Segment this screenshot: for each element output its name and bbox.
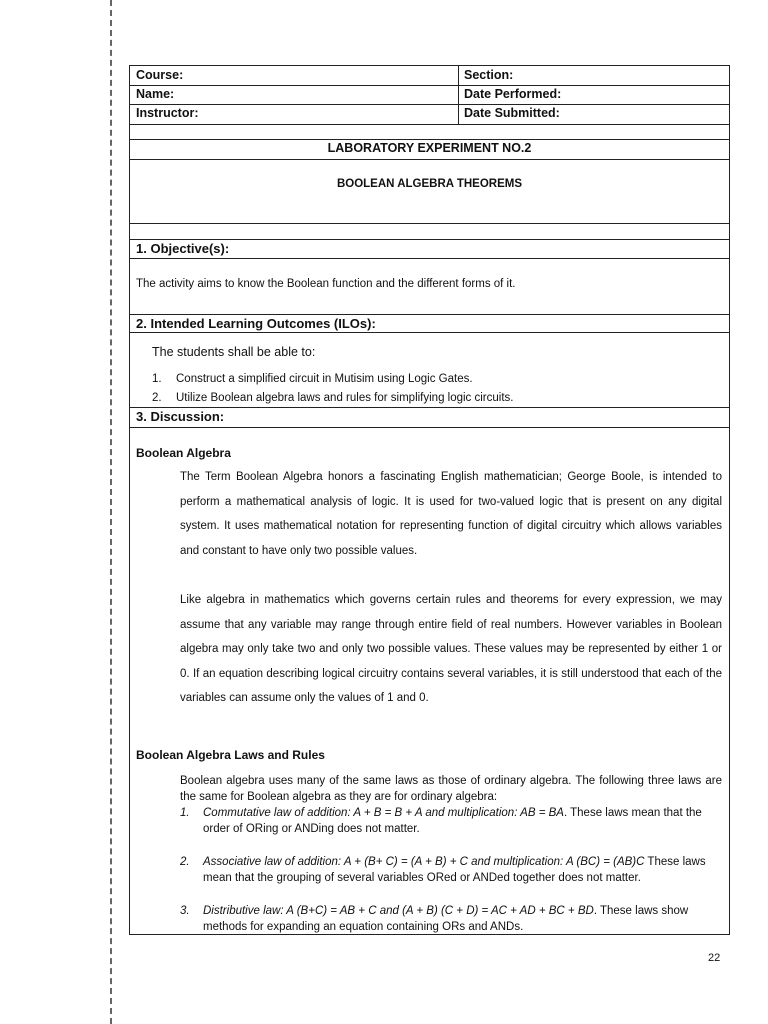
law-number: 2. [180,856,190,868]
ilo-item [152,371,712,387]
law-item [180,854,725,886]
law-statement: Distributive law: A (B+C) = AB + C and (A + B) (C + D) = AC + AD + BC + BD [203,905,594,917]
grid-divider [458,66,459,124]
laws-intro: Boolean algebra uses many of the same laws as those of ordinary algebra. The following three laws are the same for Boolean algebra as they are for ordinary algebra: [180,775,722,803]
date-submitted-label: Date Submitted: [464,106,560,120]
ilo-text: Utilize Boolean algebra laws and rules for simplifying logic circuits. [176,392,514,404]
objective-heading: 1. Objective(s): [136,241,230,256]
ilos-heading: 2. Intended Learning Outcomes (ILOs): [136,316,376,331]
experiment-subject: BOOLEAN ALGEBRA THEOREMS [336,178,523,190]
separator-line [130,314,729,315]
law-number: 3. [180,905,190,917]
law-item [180,903,725,935]
law-item [180,805,725,837]
law-statement: Commutative law of addition: A + B = B + A and multiplication: AB = BA [203,807,564,819]
separator-line [130,407,729,408]
ilo-text: Construct a simplified circuit in Mutisim using Logic Gates. [176,373,473,385]
discussion-heading: 3. Discussion: [136,409,225,424]
ilo-item [152,390,712,406]
law-description: . These laws show methods for expanding an equation containing ORs and ANDs. [203,905,689,933]
law-number: 1. [180,807,190,819]
discussion-paragraph-1: The Term Boolean Algebra honors a fascinating English mathematician; George Boole, is intended to perform a mathematical analysis of logic. It is used for two-valued logic that is present on any digital system. It uses mathematical notation for representing function of digital circuitry which allows variables and constant to have only two possible values. [180,471,722,557]
page-number: 22 [708,952,721,964]
separator-line [130,159,729,160]
ilos-intro: The students shall be able to: [152,345,316,359]
lab-form [129,65,730,935]
grid-row-line [130,85,729,86]
boolean-algebra-heading: Boolean Algebra [136,446,231,460]
separator-line [130,223,729,224]
objective-text: The activity aims to know the Boolean function and the different forms of it. [136,278,516,290]
grid-row-line [130,104,729,105]
law-description: These laws mean that the grouping of several variables ORed or ANDed together does not matter. [203,856,706,884]
ilo-number: 1. [152,373,162,385]
separator-line [130,427,729,428]
law-statement: Associative law of addition: A + (B+ C) = (A + B) + C and multiplication: A (BC) = (AB)C [203,856,645,868]
date-performed-label: Date Performed: [464,87,562,101]
course-label: Course: [136,68,184,82]
separator-line [130,139,729,140]
separator-line [130,332,729,333]
experiment-title: LABORATORY EXPERIMENT NO.2 [327,141,532,155]
name-label: Name: [136,87,175,101]
instructor-label: Instructor: [136,106,199,120]
laws-heading: Boolean Algebra Laws and Rules [136,748,325,762]
binding-dashed-line [110,0,112,1024]
student-info-grid [130,66,729,124]
discussion-paragraph-2: Like algebra in mathematics which governs certain rules and theorems for every expression, we may assume that any variable may range through entire field of real numbers. However variables in Boolean algebra may only take two and only two possible values. These values may be represented by either 1 or 0. If an equation describing logical circuitry contains several variables, it is still understood that each of the variables can assume only the values of 1 and 0. [180,594,722,704]
separator-line [130,239,729,240]
ilo-number: 2. [152,392,162,404]
law-description: . These laws mean that the order of ORing or ANDing does not matter. [203,807,702,835]
grid-row-line [130,124,729,125]
section-label: Section: [464,68,514,82]
separator-line [130,258,729,259]
